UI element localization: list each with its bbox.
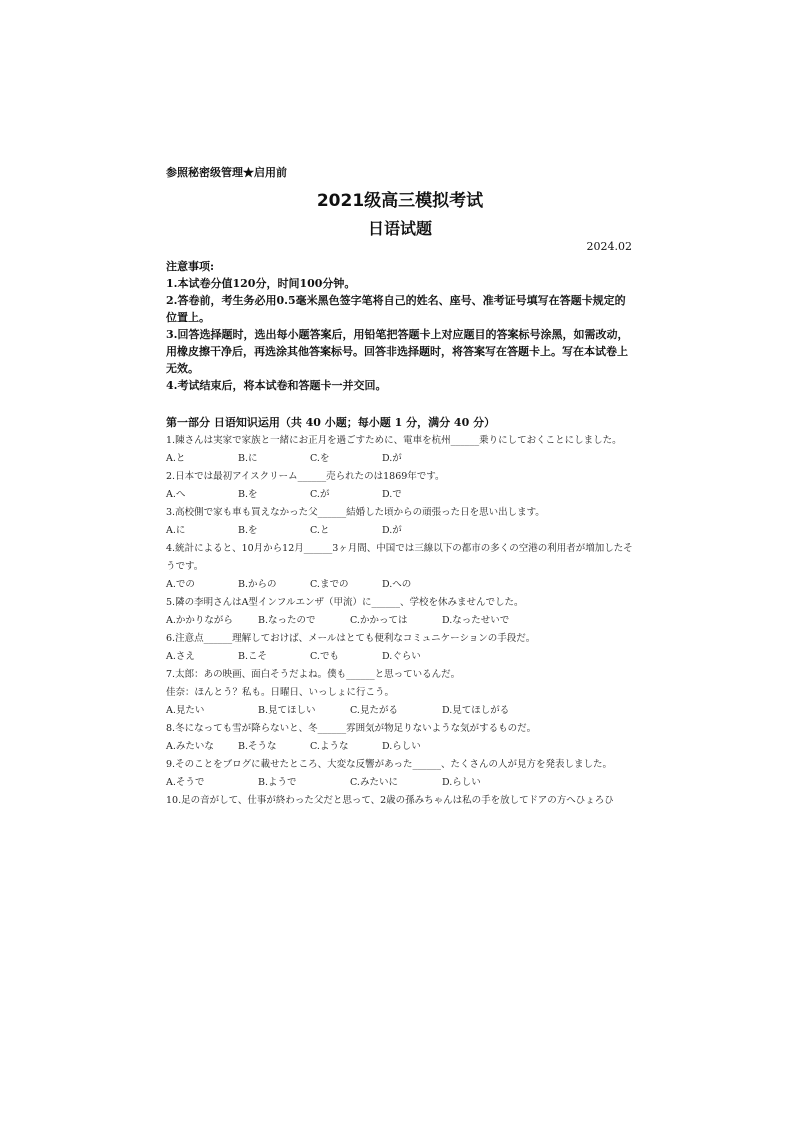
option-row xyxy=(166,612,640,630)
answer-option: B.そうな xyxy=(238,741,277,752)
option-row xyxy=(166,576,640,594)
question-stem: 佳奈：ほんとう？私も。日曜日、いっしょに行こう。 xyxy=(166,687,395,698)
question-stem: 9.そのことをブログに載せたところ、大変な反響があった______、たくさんの人が見方を発表しました。 xyxy=(166,759,612,770)
answer-option: A.そうで xyxy=(166,777,205,788)
answer-option: C.見たがる xyxy=(350,705,398,716)
answer-option: A.かかりながら xyxy=(166,615,233,626)
answer-option: D.が xyxy=(382,453,402,464)
answer-option: C.を xyxy=(310,453,330,464)
note-item: 2.答卷前，考生务必用0.5毫米黑色签字笔将自己的姓名、座号、准考证号填写在答题卡规定的位置上。 xyxy=(166,294,626,324)
question-stem: 3.高校側で家も車も買えなかった父______結婚した頃からの頑張った日を思い出します。 xyxy=(166,507,545,518)
option-row xyxy=(166,774,640,792)
question-stem: 4.統計によると、10月から12月______3ヶ月間、中国では三線以下の都市の多くの空港の利用者が増加したそうです。 xyxy=(166,543,633,572)
answer-option: C.までの xyxy=(310,579,349,590)
question-stem: 6.注意点______理解しておけば、メールはとても便利なコミュニケーションの手段だ。 xyxy=(166,633,536,644)
option-row xyxy=(166,648,640,666)
answer-option: D.への xyxy=(382,579,412,590)
confidentiality-label: 参照秘密级管理★启用前 xyxy=(166,166,287,179)
answer-option: B.見てほしい xyxy=(258,705,316,716)
answer-option: C.かかっては xyxy=(350,615,408,626)
answer-option: A.さえ xyxy=(166,651,195,662)
exam-title: 2021级高三模拟考试 xyxy=(316,191,484,211)
note-item: 3.回答选择题时，选出每小题答案后，用铅笔把答题卡上对应题目的答案标号涂黑，如需改动，用橡皮擦干净后，再选涂其他答案标号。回答非选择题时，将答案写在答题卡上。写在本试卷上无效。 xyxy=(166,328,629,375)
answer-option: B.ようで xyxy=(258,777,297,788)
question-stem: 10.足の音がして、仕事が終わった父だと思って、2歳の孫みちゃんは私の手を放してドアの方へひょろひ xyxy=(166,795,614,806)
answer-option: A.に xyxy=(166,525,186,536)
answer-option: C.ような xyxy=(310,741,349,752)
answer-option: A.みたいな xyxy=(166,741,214,752)
exam-subtitle: 日语试题 xyxy=(367,219,432,238)
answer-option: D.らしい xyxy=(442,777,481,788)
answer-option: A.へ xyxy=(166,489,186,500)
answer-option: B.を xyxy=(238,489,258,500)
answer-option: D.が xyxy=(382,525,402,536)
section-title: 第一部分 日语知识运用（共 40 小题；每小题 1 分，满分 40 分） xyxy=(166,416,496,429)
answer-option: C.が xyxy=(310,489,330,500)
question-stem: 8.冬になっても雪が降らないと、冬______雰囲気が物足りないような気がするものだ。 xyxy=(166,723,537,734)
note-item: 4.考试结束后，将本试卷和答题卡一并交回。 xyxy=(166,379,387,392)
option-row xyxy=(166,702,640,720)
question-stem: 7.太郎：あの映画、面白そうだよね。僕も______と思っているんだ。 xyxy=(166,669,461,680)
answer-option: A.見たい xyxy=(166,705,205,716)
option-row xyxy=(166,522,640,540)
option-row xyxy=(166,486,640,504)
answer-option: B.に xyxy=(238,453,258,464)
answer-option: D.ぐらい xyxy=(382,651,421,662)
answer-option: B.なったので xyxy=(258,615,316,626)
question-stem: 5.隣の李明さんはA型インフルエンザ（甲流）に______、学校を休みませんでした。 xyxy=(166,597,524,608)
question-list xyxy=(166,432,640,810)
answer-option: B.を xyxy=(238,525,258,536)
answer-option: D.らしい xyxy=(382,741,421,752)
notes-block xyxy=(166,258,636,394)
answer-option: A.と xyxy=(166,453,186,464)
option-row xyxy=(166,738,640,756)
answer-option: D.なったせいで xyxy=(442,615,510,626)
answer-option: C.と xyxy=(310,525,330,536)
answer-option: C.みたいに xyxy=(350,777,398,788)
note-item: 1.本试卷分值120分，时间100分钟。 xyxy=(166,277,356,290)
answer-option: C.でも xyxy=(310,651,339,662)
answer-option: A.での xyxy=(166,579,195,590)
question-stem: 1.陳さんは実家で家族と一緒にお正月を過ごすために、電車を杭州______乗りにしておくことにしました。 xyxy=(166,435,622,446)
question-stem: 2.日本では最初アイスクリーム______売られたのは1869年です。 xyxy=(166,471,445,482)
answer-option: B.こそ xyxy=(238,651,268,662)
answer-option: D.見てほしがる xyxy=(442,705,510,716)
option-row xyxy=(166,450,640,468)
notes-heading: 注意事项: xyxy=(166,260,215,273)
exam-date: 2024.02 xyxy=(586,240,632,253)
answer-option: D.で xyxy=(382,489,402,500)
answer-option: B.からの xyxy=(238,579,277,590)
